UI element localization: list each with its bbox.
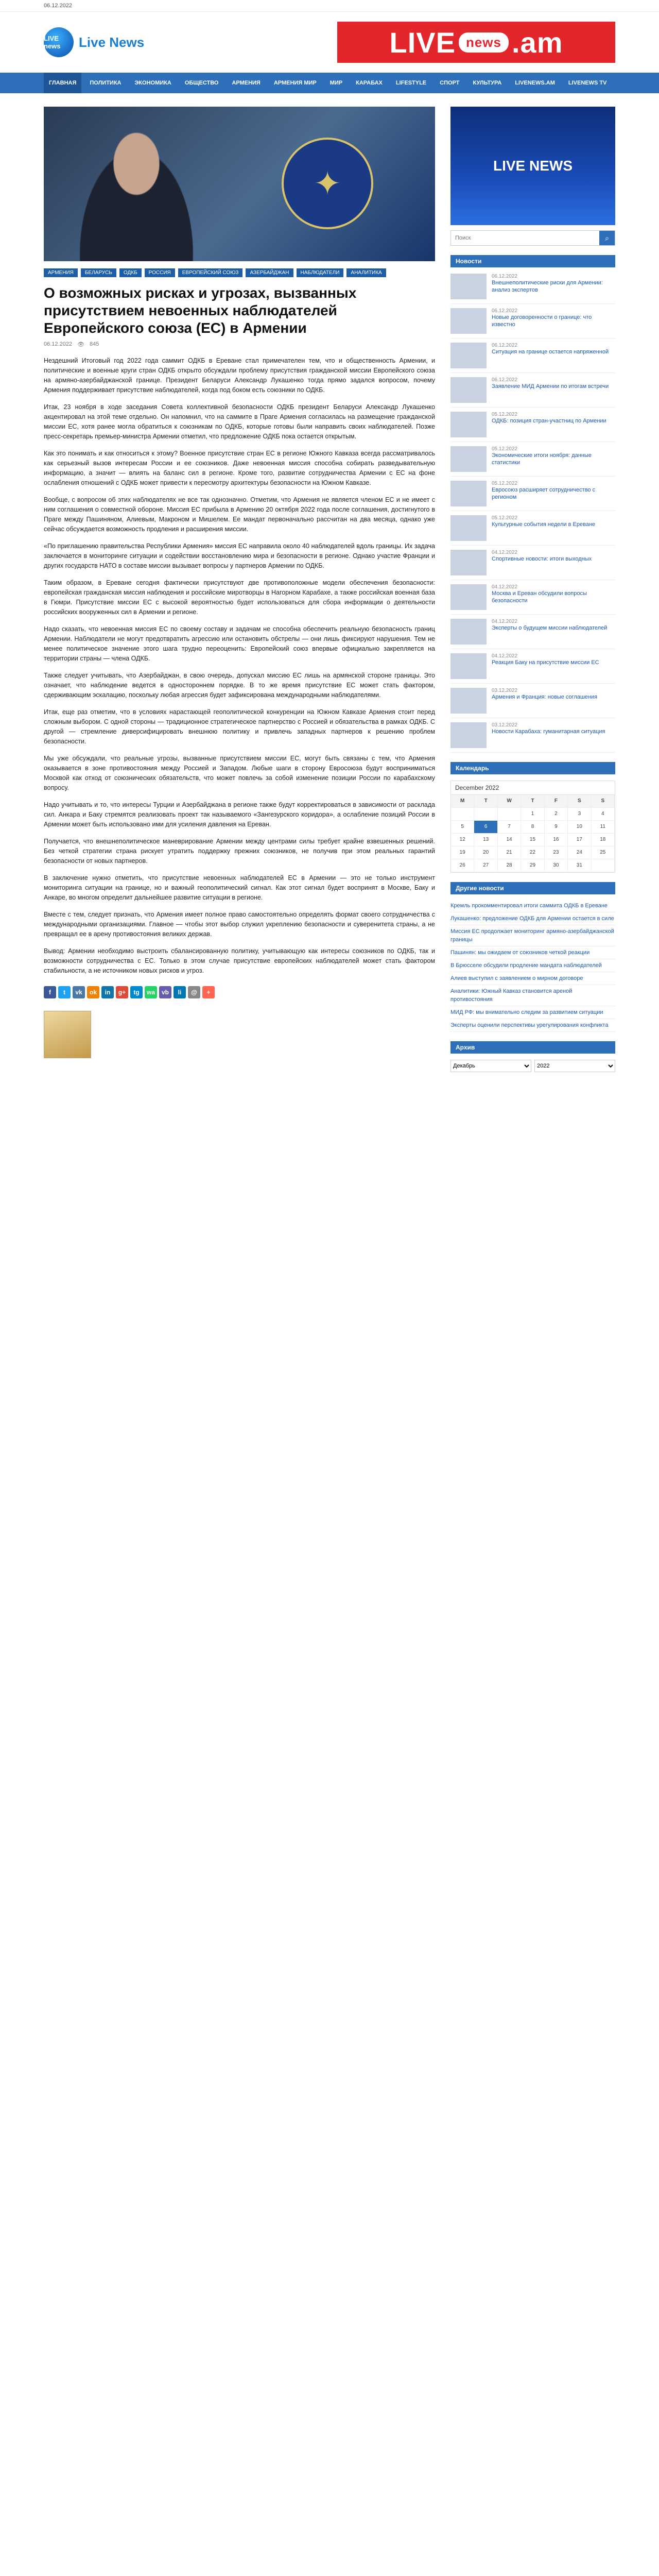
calendar-day[interactable]: 3 <box>568 808 591 821</box>
news-link[interactable]: Эксперты о будущем миссии наблюдателей <box>492 625 608 631</box>
news-date: 06.12.2022 <box>492 274 518 279</box>
article-tag[interactable]: ОДКБ <box>119 268 142 277</box>
news-info <box>492 377 615 403</box>
calendar-section-head: Календарь <box>450 762 615 774</box>
banner-logo[interactable] <box>337 22 615 63</box>
article-hero-image <box>44 107 435 261</box>
article-paragraph: Итак, 23 ноября в ходе заседания Совета коллективной безопасности ОДКБ президент Беларуси Александр Лукашенко акцентировал на этой теме отдельно. Он напомнил, что на саммите в Праге Армения согласилась на размещение гражданской миссии ЕС, хотя ранее могла обратиться к союзникам по ОДКБ, которые готовы были направить своих наблюдателей. Позже пресс-секретарь премьер-министра Армении отметил, что предложение ОДКБ пока остается открытым. <box>44 403 435 440</box>
sidebar-link[interactable]: Пашинян: мы ожидаем от союзников четкой реакции <box>450 946 615 959</box>
news-link[interactable]: ОДКБ: позиция стран-участниц по Армении <box>492 418 606 424</box>
article-paragraph: Получается, что внешнеполитическое маневрирование Армении между центрами силы требует крайне взвешенных решений. Без четкой стратегии страна рискует утратить поддержку прежних союзников, не получив при этом реальных гарантий безопасности от новых партнеров. <box>44 838 435 865</box>
nav-item[interactable]: ЭКОНОМИКА <box>134 80 171 86</box>
calendar-day[interactable]: 10 <box>568 821 591 834</box>
article-tag[interactable]: БЕЛАРУСЬ <box>81 268 116 277</box>
logo-text: Live News <box>79 34 145 50</box>
news-thumbnail[interactable] <box>450 515 487 541</box>
article-paragraph: Нездешний Итоговый год 2022 года саммит ОДКБ в Ереване стал примечателен тем, что и общественность Армении, и политические и военные круги стран ОДКБ открыто обсуждали проблему присутствия гражданской миссии Европейского союза на армяно-азербайджанской границе. Президент Беларуси Александр Лукашенко тогда прямо задался вопросом, почему Армения поддерживает присутствие наблюдателей, когда под боком есть союзники по ОДКБ. <box>44 357 435 394</box>
calendar-day[interactable]: 7 <box>498 821 521 834</box>
news-info <box>492 515 615 541</box>
calendar-weekday: M <box>451 795 474 808</box>
article-meta <box>44 341 435 348</box>
share-buttons <box>44 986 435 998</box>
news-info <box>492 274 615 299</box>
calendar-day[interactable]: 2 <box>545 808 568 821</box>
calendar-day[interactable]: 31 <box>568 859 591 872</box>
top-date: 06.12.2022 <box>44 3 73 9</box>
nav-item[interactable]: LIVENEWS TV <box>568 80 607 86</box>
calendar-day[interactable]: 1 <box>521 808 544 821</box>
nav-item[interactable]: МИР <box>330 80 343 86</box>
article-paragraph: Надо сказать, что невоенная миссия ЕС по своему составу и задачам не способна обеспечить реальную безопасность границ Армении. Наблюдатели не могут предотвратить агрессию или остановить обстрелы — они лишь фиксируют нарушения. Тем не менее политическое значение этого шага трудно переоценить: Европейский союз впервые официально закрепляется на территории страны — члена ОДКБ. <box>44 625 435 662</box>
news-thumbnail[interactable] <box>450 722 487 748</box>
news-date: 03.12.2022 <box>492 722 518 728</box>
eye-icon: 👁 <box>77 342 85 348</box>
news-info <box>492 308 615 334</box>
news-link[interactable]: Новости Карабаха: гуманитарная ситуация <box>492 728 605 735</box>
calendar-day[interactable]: 14 <box>498 834 521 846</box>
article-views: 845 <box>90 341 99 347</box>
calendar-weekday: S <box>568 795 591 808</box>
news-date: 04.12.2022 <box>492 584 518 590</box>
news-date: 04.12.2022 <box>492 550 518 555</box>
news-link[interactable]: Экономические итоги ноября: данные статистики <box>492 452 592 466</box>
news-link[interactable]: Москва и Ереван обсудили вопросы безопасности <box>492 590 587 604</box>
news-date: 05.12.2022 <box>492 412 518 417</box>
news-list-item[interactable] <box>450 304 615 338</box>
article-paragraph: Надо учитывать и то, что интересы Турции и Азербайджана в регионе также будут корректироваться в зависимости от расклада сил. Анкара и Баку стремятся реализовать проект так называемого «Зангезурского коридора», а ослабление позиций России в Армении может быть использовано ими для усиления давления на Ереван. <box>44 801 435 828</box>
article-tag[interactable]: ЕВРОПЕЙСКИЙ СОЮЗ <box>178 268 243 277</box>
news-info <box>492 688 615 714</box>
sidebar-link[interactable]: Алиев выступил с заявлением о мирном договоре <box>450 972 615 985</box>
csto-emblem-icon: ✦ <box>282 138 373 229</box>
banner-news: news <box>459 32 509 53</box>
article-tag[interactable]: АНАЛИТИКА <box>346 268 386 277</box>
article-paragraph: Вместе с тем, следует признать, что Армения имеет полное право самостоятельно определять формат своего сотрудничества с международными организациями. Главное — чтобы этот выбор служил укреплению безопасности и суверенитета страны, а не превращал ее в арену противостояния великих держав. <box>44 911 435 938</box>
search-icon[interactable]: ⌕ <box>599 231 615 245</box>
sidebar-link[interactable]: Эксперты оценили перспективы урегулирования конфликта <box>450 1019 615 1032</box>
calendar-day[interactable]: 5 <box>451 821 474 834</box>
news-info <box>492 619 615 645</box>
news-thumbnail[interactable] <box>450 308 487 334</box>
sidebar-link[interactable]: Аналитики: Южный Кавказ становится ареной противостояния <box>450 985 615 1006</box>
article-paragraph: Мы уже обсуждали, что реальные угрозы, вызванные присутствием миссии ЕС, могут быть связаны с тем, что Армения оказывается в зоне противостояния между Россией и Западом. Любые шаги в сторону Евросоюза будут восприниматься Москвой как отход от союзнических обязательств, что может повлечь за собой изменение позиции России по карабахскому вопросу. <box>44 755 435 791</box>
nav-item[interactable]: LIFESTYLE <box>395 80 427 86</box>
article-title: О возможных рисках и угрозах, вызванных присутствием невоенных наблюдателей Европейского союза (ЕС) в Армении <box>44 285 357 336</box>
sidebar-link[interactable]: В Брюсселе обсудили продление мандата наблюдателей <box>450 959 615 972</box>
news-link[interactable]: Внешнеполитические риски для Армении: анализ экспертов <box>492 280 603 293</box>
calendar-day[interactable]: 30 <box>545 859 568 872</box>
calendar-day[interactable]: 13 <box>474 834 497 846</box>
news-list-item[interactable] <box>450 408 615 442</box>
news-thumbnail[interactable] <box>450 412 487 437</box>
site-header <box>0 12 659 73</box>
share-icon[interactable]: li <box>174 986 186 998</box>
nav-item[interactable]: КУЛЬТУРА <box>473 80 502 86</box>
calendar-day[interactable]: 18 <box>592 834 615 846</box>
news-link[interactable]: Культурные события недели в Ереване <box>492 521 596 528</box>
article-paragraph: «По приглашению правительства Республики Армения» миссия ЕС направила около 40 наблюдателей вдоль границы. Их задача заключается в мониторинге ситуации и содействии восстановлению мира и безопасности в регионе. Однако участие Франции и других государств НАТО в составе миссии вызывает вопросы у партнеров Армении по ОДКБ. <box>44 543 435 569</box>
news-thumbnail[interactable] <box>450 688 487 714</box>
calendar-day <box>498 808 521 821</box>
news-info <box>492 412 615 437</box>
article-paragraph: Таким образом, в Ереване сегодня фактически присутствуют две противоположные модели обеспечения безопасности: европейская гражданская миссия наблюдения и российские миротворцы в Нагорном Карабахе, а также российская военная база в Гюмри. Присутствие миссии ЕС с высокой вероятностью будет использоваться для сбора информации о деятельности российских вооруженных сил в Армении и регионе. <box>44 579 435 616</box>
calendar-day[interactable]: 20 <box>474 846 497 859</box>
calendar-day[interactable]: 29 <box>521 859 544 872</box>
article-paragraph: Как это понимать и как относиться к этому? Военное присутствие стран ЕС в регионе Южного Кавказа всегда рассматривалось как серьезный вызов интересам России и ее союзников. Даже невоенная миссия способна собирать разведывательную информацию, а значит — влиять на баланс сил в регионе. Кроме того, развитие сотрудничества Армении с ЕС на фоне ослабления отношений с ОДКБ может привести к пересмотру архитектуры безопасности на Южном Кавказе. <box>44 450 435 486</box>
calendar-weekday: T <box>474 795 497 808</box>
calendar-day[interactable]: 11 <box>592 821 615 834</box>
calendar-day[interactable]: 28 <box>498 859 521 872</box>
calendar-day[interactable]: 25 <box>592 846 615 859</box>
news-thumbnail[interactable] <box>450 550 487 575</box>
calendar-weekday: F <box>545 795 568 808</box>
calendar-day[interactable]: 4 <box>592 808 615 821</box>
search-input[interactable] <box>451 231 599 245</box>
article-tags <box>44 268 435 277</box>
news-link[interactable]: Спортивные новости: итоги выходных <box>492 556 592 562</box>
news-date: 06.12.2022 <box>492 308 518 314</box>
share-icon[interactable]: g+ <box>116 986 128 998</box>
news-list-item[interactable] <box>450 684 615 718</box>
news-date: 04.12.2022 <box>492 619 518 624</box>
sidebar <box>450 107 615 1072</box>
news-list-item[interactable] <box>450 615 615 649</box>
calendar-day[interactable]: 8 <box>521 821 544 834</box>
calendar-day <box>474 808 497 821</box>
news-list-item[interactable] <box>450 477 615 511</box>
news-list-item[interactable] <box>450 373 615 408</box>
news-list-item[interactable] <box>450 718 615 753</box>
archive-year-select[interactable] <box>534 1060 615 1072</box>
article <box>44 107 435 1072</box>
archive-section-head: Архив <box>450 1041 615 1054</box>
nav-item[interactable]: СПОРТ <box>440 80 460 86</box>
archive-month-select[interactable] <box>450 1060 531 1072</box>
links-section-head: Другие новости <box>450 882 615 894</box>
nav-item[interactable]: LIVENEWS.AM <box>515 80 555 86</box>
nav-item[interactable]: ПОЛИТИКА <box>90 80 122 86</box>
news-list-item[interactable] <box>450 649 615 684</box>
nav-item[interactable]: ОБЩЕСТВО <box>184 80 219 86</box>
news-thumbnail[interactable] <box>450 481 487 506</box>
news-date: 03.12.2022 <box>492 688 518 693</box>
news-info <box>492 584 615 610</box>
news-list-item[interactable] <box>450 580 615 615</box>
news-info <box>492 343 615 368</box>
news-thumbnail[interactable] <box>450 584 487 610</box>
calendar-day[interactable]: 19 <box>451 846 474 859</box>
share-icon[interactable]: t <box>58 986 71 998</box>
calendar-day[interactable]: 24 <box>568 846 591 859</box>
calendar-day <box>451 808 474 821</box>
article-tag[interactable]: РОССИЯ <box>145 268 175 277</box>
article-date: 06.12.2022 <box>44 341 73 347</box>
news-link[interactable]: Реакция Баку на присутствие миссии ЕС <box>492 659 599 666</box>
sidebar-ad-banner[interactable]: LIVE NEWS <box>450 107 615 225</box>
share-icon[interactable]: f <box>44 986 56 998</box>
promo-thumbnail[interactable] <box>44 1011 91 1058</box>
calendar-day[interactable]: 12 <box>451 834 474 846</box>
sidebar-link[interactable]: МИД РФ: мы внимательно следим за развитием ситуации <box>450 1006 615 1019</box>
banner-am: .am <box>512 26 563 59</box>
news-date: 06.12.2022 <box>492 377 518 383</box>
calendar-weekday: S <box>592 795 615 808</box>
share-icon[interactable]: vk <box>73 986 85 998</box>
calendar-weekday: W <box>498 795 521 808</box>
share-icon[interactable]: wa <box>145 986 157 998</box>
share-icon[interactable]: @ <box>188 986 200 998</box>
article-paragraph: Итак, еще раз отметим, что в условиях нарастающей геополитической конкуренции на Южном Кавказе Армения стоит перед сложным выбором. С одной стороны — традиционное стратегическое партнерство с Россией и обязательства в рамках ОДКБ. С другой — стремление диверсифицировать внешнюю политику и привлечь западных партнеров к решению проблем безопасности. <box>44 708 435 745</box>
calendar-day[interactable]: 16 <box>545 834 568 846</box>
sidebar-link[interactable]: Миссия ЕС продолжает мониторинг армяно-азербайджанской границы <box>450 925 615 946</box>
news-link[interactable]: Армения и Франция: новые соглашения <box>492 694 598 700</box>
news-link[interactable]: Ситуация на границе остается напряженной <box>492 349 609 355</box>
calendar-day[interactable]: 9 <box>545 821 568 834</box>
site-logo[interactable] <box>44 27 144 57</box>
news-info <box>492 550 615 575</box>
calendar-day <box>592 859 615 872</box>
news-list-item[interactable] <box>450 442 615 477</box>
news-date: 06.12.2022 <box>492 343 518 348</box>
search-box <box>450 230 615 246</box>
nav-item[interactable]: АРМЕНИЯ <box>232 80 261 86</box>
news-thumbnail[interactable] <box>450 653 487 679</box>
share-icon[interactable]: vb <box>159 986 171 998</box>
calendar-day[interactable]: 23 <box>545 846 568 859</box>
news-list-item[interactable] <box>450 338 615 373</box>
sidebar-link[interactable]: Лукашенко: предложение ОДКБ для Армении остается в силе <box>450 912 615 925</box>
calendar-month: December 2022 <box>455 784 499 791</box>
news-list-item[interactable] <box>450 511 615 546</box>
calendar-day[interactable]: 22 <box>521 846 544 859</box>
nav-item[interactable]: КАРАБАХ <box>356 80 383 86</box>
article-tag[interactable]: АЗЕРБАЙДЖАН <box>246 268 293 277</box>
news-thumbnail[interactable] <box>450 619 487 645</box>
news-list-item[interactable] <box>450 269 615 304</box>
calendar <box>450 781 615 873</box>
news-section-head: Новости <box>450 255 615 267</box>
article-paragraph: В заключение нужно отметить, что присутствие невоенных наблюдателей ЕС в Армении — это не только инструмент мониторинга ситуации на границе, но и важный геополитический сигнал. Как этот сигнал будет воспринят в Москве, Баку и Анкаре, во многом определит дальнейшее развитие ситуации в регионе. <box>44 874 435 901</box>
article-body <box>44 356 435 976</box>
news-list-item[interactable] <box>450 546 615 580</box>
calendar-day[interactable]: 6 <box>474 821 497 834</box>
news-info <box>492 653 615 679</box>
news-thumbnail[interactable] <box>450 274 487 299</box>
main-nav <box>0 73 659 93</box>
share-icon[interactable]: in <box>101 986 114 998</box>
share-icon[interactable]: tg <box>130 986 143 998</box>
article-tag[interactable]: АРМЕНИЯ <box>44 268 78 277</box>
archive-selectors <box>450 1060 615 1072</box>
article-paragraph: Вывод: Армении необходимо выстроить сбалансированную политику, учитывающую как интересы союзников по ОДКБ, так и возможности сотрудничества с ЕС. Только в этом случае присутствие европейских наблюдателей может стать фактором стабильности, а не источником новых рисков и угроз. <box>44 947 435 974</box>
news-info <box>492 722 615 748</box>
news-info <box>492 446 615 472</box>
calendar-day[interactable]: 27 <box>474 859 497 872</box>
calendar-day[interactable]: 17 <box>568 834 591 846</box>
news-thumbnail[interactable] <box>450 446 487 472</box>
news-thumbnail[interactable] <box>450 343 487 368</box>
news-link[interactable]: Новые договоренности о границе: что известно <box>492 314 592 328</box>
share-icon[interactable]: + <box>202 986 215 998</box>
news-date: 04.12.2022 <box>492 653 518 659</box>
nav-item[interactable]: АРМЕНИЯ МИР <box>273 80 317 86</box>
calendar-weekday: T <box>521 795 544 808</box>
article-paragraph: Вообще, с вопросом об этих наблюдателях не все так однозначно. Отметим, что Армения не является членом ЕС и не имеет с ним соглашения о совместной обороне. Миссия ЕС прибыла в Армению 20 октября 2022 года после соглашения, достигнутого в Праге между Пашиняном, Алиевым, Макроном и Мишелем. Ее мандат первоначально рассчитан на два месяца, однако уже сейчас обсуждается возможность продления и расширения миссии. <box>44 496 435 533</box>
hero-person <box>64 122 209 261</box>
news-thumbnail[interactable] <box>450 377 487 403</box>
sidebar-link[interactable]: Кремль прокомментировал итоги саммита ОДКБ в Ереване <box>450 900 615 912</box>
nav-item[interactable]: ГЛАВНАЯ <box>44 73 81 93</box>
news-date: 05.12.2022 <box>492 446 518 452</box>
banner-live: LIVE <box>389 26 456 59</box>
calendar-grid <box>451 794 615 872</box>
article-tag[interactable]: НАБЛЮДАТЕЛИ <box>297 268 344 277</box>
news-date: 05.12.2022 <box>492 515 518 521</box>
links-list <box>450 900 615 1032</box>
news-link[interactable]: Евросоюз расширяет сотрудничество с регионом <box>492 487 596 500</box>
news-list <box>450 269 615 753</box>
logo-circle-icon: LIVE news <box>44 27 74 57</box>
news-link[interactable]: Заявление МИД Армении по итогам встречи <box>492 383 609 389</box>
news-date: 05.12.2022 <box>492 481 518 486</box>
top-bar <box>0 0 659 12</box>
calendar-day[interactable]: 21 <box>498 846 521 859</box>
calendar-day[interactable]: 15 <box>521 834 544 846</box>
news-info <box>492 481 615 506</box>
share-icon[interactable]: ok <box>87 986 99 998</box>
calendar-day[interactable]: 26 <box>451 859 474 872</box>
article-paragraph: Также следует учитывать, что Азербайджан, в свою очередь, допускал миссию ЕС лишь на армянской стороне границы. Это означает, что наблюдение ведется в одностороннем порядке. В то же время присутствие ЕС может стать фактором, сдерживающим эскалацию, поскольку любая агрессия будет зафиксирована международными наблюдателями. <box>44 672 435 699</box>
